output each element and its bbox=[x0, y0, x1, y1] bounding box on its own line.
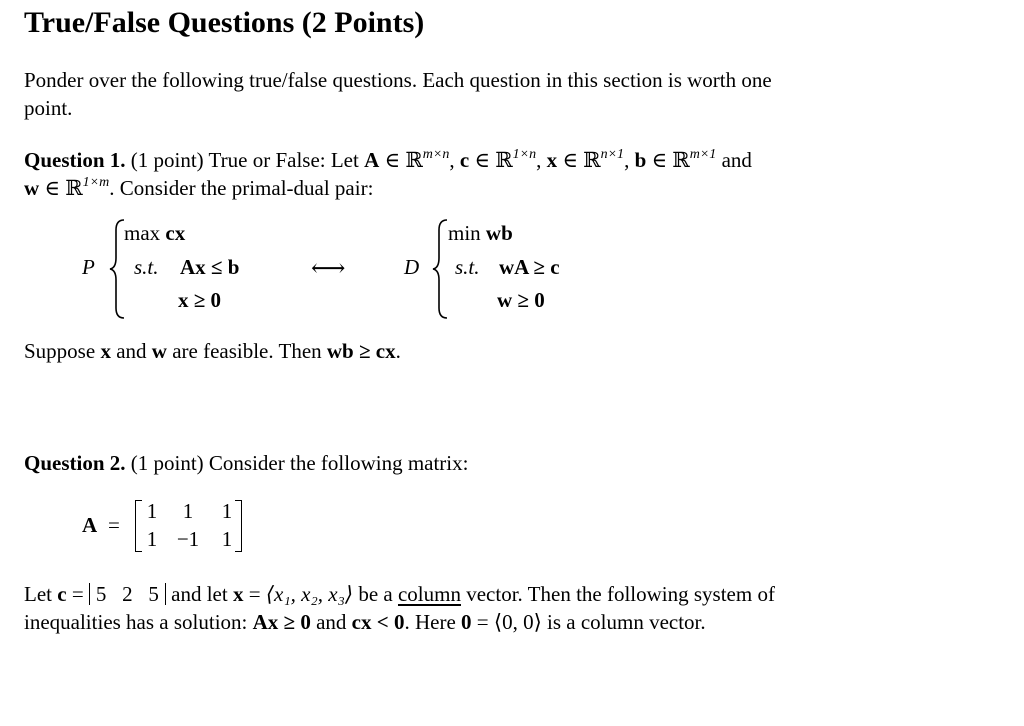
primal-objective bbox=[124, 221, 185, 246]
intro-line-2: point. bbox=[24, 96, 73, 120]
q2-intro: Consider the following matrix: bbox=[208, 451, 469, 475]
primal-label: P bbox=[82, 255, 95, 279]
be-a-text: be a bbox=[358, 582, 393, 606]
x-tuple: ⟨x₁, x₂, x₃⟩ bbox=[265, 582, 354, 606]
inequalities-text: inequalities has a solution: bbox=[24, 610, 248, 634]
period: . bbox=[395, 339, 401, 363]
and-word: and bbox=[116, 339, 147, 363]
primal-st: s.t. bbox=[134, 255, 159, 279]
vector-w: w bbox=[151, 339, 167, 363]
reals-symbol: ℝ bbox=[495, 148, 513, 172]
intro-line-1: Ponder over the following true/false questions. Each question in this section is worth one bbox=[24, 68, 772, 92]
q1-intro: True or False: Let bbox=[208, 148, 359, 172]
dual-constraint-1: wA ≥ c bbox=[499, 255, 560, 279]
equals: = bbox=[71, 582, 84, 606]
c-dimension: 1×n bbox=[512, 147, 537, 162]
row-vector-c bbox=[89, 583, 166, 605]
matrix-equals: = bbox=[108, 513, 120, 537]
feasible-text: are feasible. Then bbox=[172, 339, 322, 363]
dual-objective bbox=[448, 221, 513, 246]
q2-line-1 bbox=[24, 580, 775, 608]
matrix-cell: 1 bbox=[146, 499, 158, 523]
q2-line-2 bbox=[24, 608, 706, 636]
page-title: True/False Questions (2 Points) bbox=[24, 6, 425, 39]
equals: = bbox=[476, 610, 489, 634]
dual-brace-icon bbox=[431, 218, 449, 320]
reals-symbol: ℝ bbox=[405, 148, 423, 172]
vector-w: w bbox=[24, 176, 40, 200]
q2-statement bbox=[24, 449, 468, 477]
max-keyword: max bbox=[124, 221, 161, 245]
primal-objective-expr: cx bbox=[165, 221, 186, 245]
in-symbol: ∈ bbox=[651, 148, 668, 172]
and-word: and bbox=[721, 148, 752, 172]
q1-statement-line-2 bbox=[24, 169, 373, 202]
vector-x: x bbox=[546, 148, 558, 172]
q1-statement-line-1: Question 1. (1 point) True or False: Let A ∈ ℝ$^{m\times n}$, c ∈ ℝ$^{1\times n}$, x ∈ ℝ$^{n\times 1}$, b ∈ ℝ$^{m\times 1}$ and bbox=[24, 147, 752, 172]
vector-x: x bbox=[100, 339, 111, 363]
let-word: Let bbox=[24, 582, 52, 606]
zero-vector: 0 bbox=[461, 610, 472, 634]
in-symbol: ∈ bbox=[384, 148, 401, 172]
w-dimension: 1×m bbox=[82, 175, 110, 190]
reals-symbol: ℝ bbox=[583, 148, 601, 172]
q1-points: (1 point) bbox=[130, 148, 204, 172]
q2-label: Question 2. bbox=[24, 451, 126, 475]
dual-label: D bbox=[404, 255, 420, 279]
matrix-cell: −1 bbox=[176, 527, 200, 551]
reals-symbol: ℝ bbox=[65, 176, 83, 200]
vector-c: c bbox=[57, 582, 67, 606]
x-dimension: n×1 bbox=[600, 147, 625, 162]
here-text: . Here bbox=[404, 610, 456, 634]
matrix-cell: 1 bbox=[221, 499, 233, 523]
q1-pair-intro: . Consider the primal-dual pair: bbox=[109, 176, 374, 200]
equals: = bbox=[248, 582, 261, 606]
matrix-right-bracket bbox=[235, 500, 242, 552]
matrix-cell: 1 bbox=[146, 527, 158, 551]
primal-constraint-1: Ax ≤ b bbox=[180, 255, 240, 279]
dual-objective-expr: wb bbox=[485, 221, 513, 245]
column-vector-text: is a column vector. bbox=[547, 610, 706, 634]
inequality-Ax: Ax ≥ 0 bbox=[252, 610, 311, 634]
in-symbol: ∈ bbox=[44, 176, 60, 200]
row-cell: 2 bbox=[122, 582, 133, 606]
matrix-cell: 1 bbox=[182, 499, 194, 523]
vector-b: b bbox=[634, 148, 647, 172]
zero-tuple: ⟨0, 0⟩ bbox=[493, 610, 542, 634]
suppose-text: Suppose bbox=[24, 339, 96, 363]
and-let-text: and let bbox=[171, 582, 228, 606]
vector-c: c bbox=[459, 148, 470, 172]
dual-st: s.t. bbox=[455, 255, 480, 279]
dual-constraint-2: w ≥ 0 bbox=[497, 288, 545, 312]
in-symbol: ∈ bbox=[474, 148, 490, 172]
row-cell: 5 bbox=[95, 582, 107, 606]
min-keyword: min bbox=[448, 221, 481, 245]
b-dimension: m×1 bbox=[689, 147, 717, 162]
row-cell: 5 bbox=[148, 582, 159, 606]
A-dimension: m×n bbox=[422, 147, 450, 162]
q1-conclusion bbox=[24, 337, 401, 365]
q2-points: (1 point) bbox=[130, 451, 204, 475]
inequality-cx: cx < 0 bbox=[351, 610, 405, 634]
and-word: and bbox=[316, 610, 347, 634]
column-underlined: column bbox=[397, 582, 461, 606]
matrix-A-label: A bbox=[82, 513, 98, 537]
vector-x: x bbox=[232, 582, 244, 606]
q2-line-1-rest: vector. Then the following system of bbox=[466, 582, 775, 606]
matrix-A: A bbox=[364, 148, 380, 172]
primal-constraint-2: x ≥ 0 bbox=[178, 288, 222, 312]
q1-label: Question 1. bbox=[24, 148, 126, 172]
in-symbol: ∈ bbox=[562, 148, 578, 172]
duality-arrow-icon: ⟷ bbox=[311, 256, 346, 282]
weak-duality-inequality: wb ≥ cx bbox=[326, 339, 396, 363]
reals-symbol: ℝ bbox=[672, 148, 690, 172]
matrix-cell: 1 bbox=[221, 527, 233, 551]
